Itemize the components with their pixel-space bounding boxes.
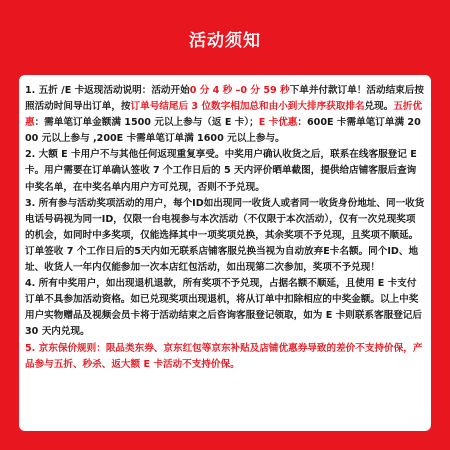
half-price-condition: ：需单笔订单金额满 1500 元以上参与（返 E 卡）； xyxy=(34,117,259,129)
rule-1-intro: 1. 五折 /E 卡返现活动说明：活动开始 xyxy=(25,85,190,96)
rule-5-price-protection: 5. 京东保价规则：限品类东券、京东红包等京东补贴及店铺优惠券导致的差价不支持价保，产品参与五折、秒杀、返大额 E 卡活动不支持价保。 xyxy=(25,342,423,370)
activity-time: 0 分 4 秒 –0 分 59 秒 xyxy=(189,85,290,96)
notice-card xyxy=(19,75,431,431)
half-price-label: 五折优惠 xyxy=(25,101,423,129)
rule-3: 3. 所有参与活动奖项活动的用户，每个ID如出现同一收货人或者同一收货身份地址、同一收货电话号码视为同一ID，仅限一台电视参与本次活动（不仅限于本次活动），仅有一次兑现奖项的机会，如同时中多奖项，仅能选择其中一项奖项兑换，其余奖项不予兑现，且奖项不顺延。订单签收 7 个工作日后的5天内如无联系店铺客服兑换当视为自动放弃E卡名额。同个ID、地址、收货人一年内仅能参加一次本店红包活动，如出现第二次参加，奖项不予兑现！ xyxy=(25,197,425,274)
page-title: 活动须知 xyxy=(189,31,261,51)
rule-1-text: 下单并付款订单！活动结束后按照活动时间导出订单，按 xyxy=(25,85,424,113)
rule-4: 4. 所有中奖用户，如出现退机退款，所有奖项不予兑现，占据名额不顺延，且使用 E 卡支付订单不具参加活动资格。如已兑现奖项出现退机，将从订单中扣除相应的中奖金额。以上中奖用户实物赠品及视频会员卡将于活动结束之后咨询客服登记领取，如为 E 卡则联系客服登记后 30 天内兑现。 xyxy=(25,278,422,338)
rule-2: 2. 大额 E 卡用户不与其他任何返现重复享受。中奖用户确认收货之后，联系在线客服登记 E 卡。用户需要在订单确认签收 7 个工作日后的 5 天内评价晒单截图，提供给店铺客服后查询中奖名单，在中奖名单内用户方可兑现，否则不予兑现。 xyxy=(25,149,417,193)
e-card-label: E 卡优惠 xyxy=(258,117,298,129)
notice-body xyxy=(25,83,425,373)
rule-1-redeem: 兑现。 xyxy=(364,101,394,113)
e-card-condition: ：600E 卡需单笔订单满 2000 元以上参与 ,200E 卡需单笔订单满 1600 元以上参与。 xyxy=(25,117,421,145)
ranking-rule: 订单号结尾后 3 位数字相加总和由小到大排序获取排名 xyxy=(130,101,365,113)
rule-1 xyxy=(25,83,425,147)
